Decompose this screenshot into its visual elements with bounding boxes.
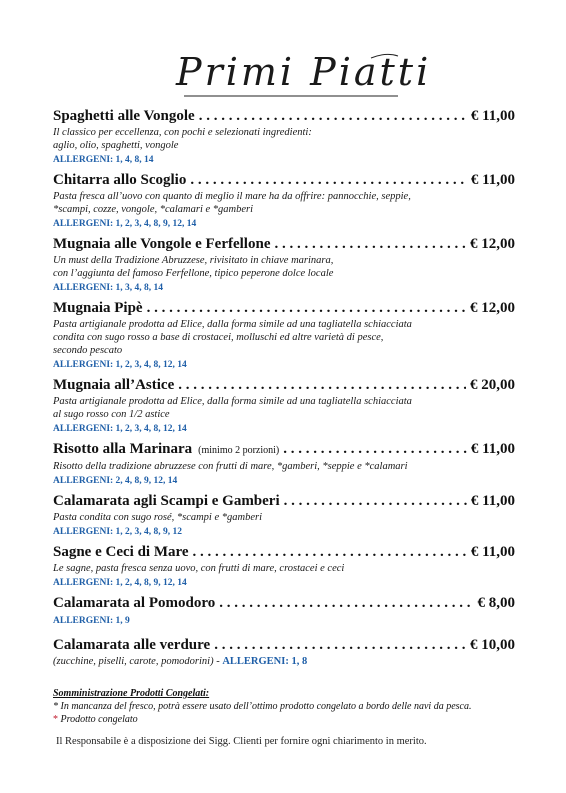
- dish-item: [53, 636, 515, 668]
- dish-item: [53, 171, 515, 231]
- dish-price: € 11,00: [470, 441, 515, 457]
- dish-name: Calamarata alle verdure: [53, 637, 211, 653]
- dot-leader: [190, 171, 466, 190]
- dish-item: [53, 107, 515, 167]
- dish-description: Un must della Tradizione Abruzzese, rivisitato in chiave marinara,: [53, 255, 334, 266]
- dish-allergeni: ALLERGENI: 1, 8: [222, 656, 308, 667]
- dish-row: [53, 171, 515, 190]
- dish-description: *scampi, cozze, vongole, *calamari e *gamberi: [53, 204, 254, 215]
- dish-allergeni: ALLERGENI: 1, 2, 3, 4, 8, 9, 12: [53, 527, 183, 537]
- dish-description: con l’aggiunta del famoso Ferfellone, tipico peperone dolce locale: [53, 268, 334, 279]
- dish-note: (minimo 2 porzioni): [198, 445, 280, 456]
- dish-description: Pasta fresca all’uovo con quanto di meglio il mare ha da offrire: pannocchie, seppie,: [53, 191, 411, 202]
- dish-row: [53, 299, 515, 318]
- dish-name: Calamarata al Pomodoro: [53, 595, 216, 611]
- dish-name: Calamarata agli Scampi e Gamberi: [53, 493, 280, 509]
- dot-leader: [283, 440, 467, 459]
- footer-line-2: * Prodotto congelato: [53, 714, 138, 725]
- dish-name: Mugnaia alle Vongole e Ferfellone: [53, 236, 271, 252]
- dish-row: [53, 636, 515, 655]
- dish-description: Pasta condita con sugo rosé, *scampi e *gamberi: [53, 512, 263, 523]
- dish-list: [53, 107, 515, 676]
- dot-leader: [147, 299, 466, 318]
- dot-leader: [178, 376, 466, 395]
- dish-name: Spaghetti alle Vongole: [53, 108, 195, 124]
- dish-description: condita con sugo rosso a base di crostacei, molluschi ed altre varietà di pesce,: [53, 332, 384, 343]
- logo: [176, 48, 432, 104]
- dish-description: al sugo rosso con 1/2 astice: [53, 409, 170, 420]
- dish-allergeni: ALLERGENI: 1, 2, 3, 4, 8, 9, 12, 14: [53, 219, 197, 229]
- dish-price: € 8,00: [477, 595, 515, 611]
- dish-description: Pasta artigianale prodotta ad Elice, dalla forma simile ad una tagliatella schiacciata: [53, 396, 412, 407]
- dish-price: € 20,00: [470, 377, 515, 393]
- dish-row: [53, 594, 515, 613]
- dish-item: [53, 492, 515, 539]
- dish-name: Risotto alla Marinara: [53, 441, 193, 457]
- dish-row: [53, 492, 515, 511]
- star-marker: *: [53, 714, 58, 725]
- dish-item: [53, 543, 515, 590]
- dish-description: (zucchine, piselli, carote, pomodorini) - ALLERGENI: 1, 8: [53, 656, 308, 667]
- dish-description: Il classico per eccellenza, con pochi e selezionati ingredienti:: [53, 127, 312, 138]
- dish-description: secondo pescato: [53, 345, 123, 356]
- dish-item: [53, 299, 515, 372]
- dish-allergeni: ALLERGENI: 1, 4, 8, 14: [53, 155, 154, 165]
- dot-leader: [284, 492, 467, 511]
- footer: [53, 687, 523, 726]
- footer-line-1: * In mancanza del fresco, potrà essere usato dell’ottimo prodotto congelato a bordo delle navi da pesca.: [53, 701, 472, 712]
- dish-description: aglio, olio, spaghetti, vongole: [53, 140, 179, 151]
- dish-item: [53, 440, 515, 488]
- dot-leader: [193, 543, 467, 562]
- dish-allergeni: ALLERGENI: 1, 2, 4, 8, 9, 12, 14: [53, 578, 187, 588]
- dish-price: € 11,00: [470, 108, 515, 124]
- dish-description: Pasta artigianale prodotta ad Elice, dalla forma simile ad una tagliatella schiacciata: [53, 319, 412, 330]
- dish-price: € 11,00: [470, 544, 515, 560]
- dish-row: [53, 107, 515, 126]
- responsabile-note: Il Responsabile è a disposizione dei Sigg. Clienti per fornire ogni chiarimento in merito.: [56, 736, 427, 747]
- dish-row: [53, 543, 515, 562]
- dot-leader: [214, 636, 466, 655]
- footer-title: Somministrazione Prodotti Congelati:: [53, 688, 210, 699]
- dish-description: Risotto della tradizione abruzzese con frutti di mare, *gamberi, *seppie e *calamari: [53, 461, 408, 472]
- dish-description: Le sagne, pasta fresca senza uovo, con frutti di mare, crostacei e ceci: [53, 563, 345, 574]
- dish-name: Chitarra allo Scoglio: [53, 172, 187, 188]
- dish-allergeni: ALLERGENI: 2, 4, 8, 9, 12, 14: [53, 476, 178, 486]
- dish-row: [53, 376, 515, 395]
- dish-allergeni: ALLERGENI: 1, 2, 3, 4, 8, 12, 14: [53, 424, 187, 434]
- dot-leader: [219, 594, 473, 613]
- dish-price: € 10,00: [470, 637, 515, 653]
- dish-name: Mugnaia all’Astice: [53, 377, 175, 393]
- dish-item: [53, 235, 515, 295]
- dish-allergeni: ALLERGENI: 1, 3, 4, 8, 14: [53, 283, 164, 293]
- dot-leader: [199, 107, 467, 126]
- dish-row: [53, 235, 515, 254]
- dish-price: € 12,00: [470, 300, 515, 316]
- dish-item: [53, 594, 515, 628]
- dish-row: [53, 440, 515, 460]
- dish-name: Mugnaia Pipè: [53, 300, 143, 316]
- dish-price: € 11,00: [470, 172, 515, 188]
- logo-text: Primi Piatti: [176, 50, 432, 94]
- dish-name: Sagne e Ceci di Mare: [53, 544, 189, 560]
- dish-price: € 11,00: [470, 493, 515, 509]
- dish-allergeni: ALLERGENI: 1, 2, 3, 4, 8, 12, 14: [53, 360, 187, 370]
- dot-leader: [274, 235, 466, 254]
- dish-item: [53, 376, 515, 436]
- dish-allergeni: ALLERGENI: 1, 9: [53, 616, 130, 626]
- dish-price: € 12,00: [470, 236, 515, 252]
